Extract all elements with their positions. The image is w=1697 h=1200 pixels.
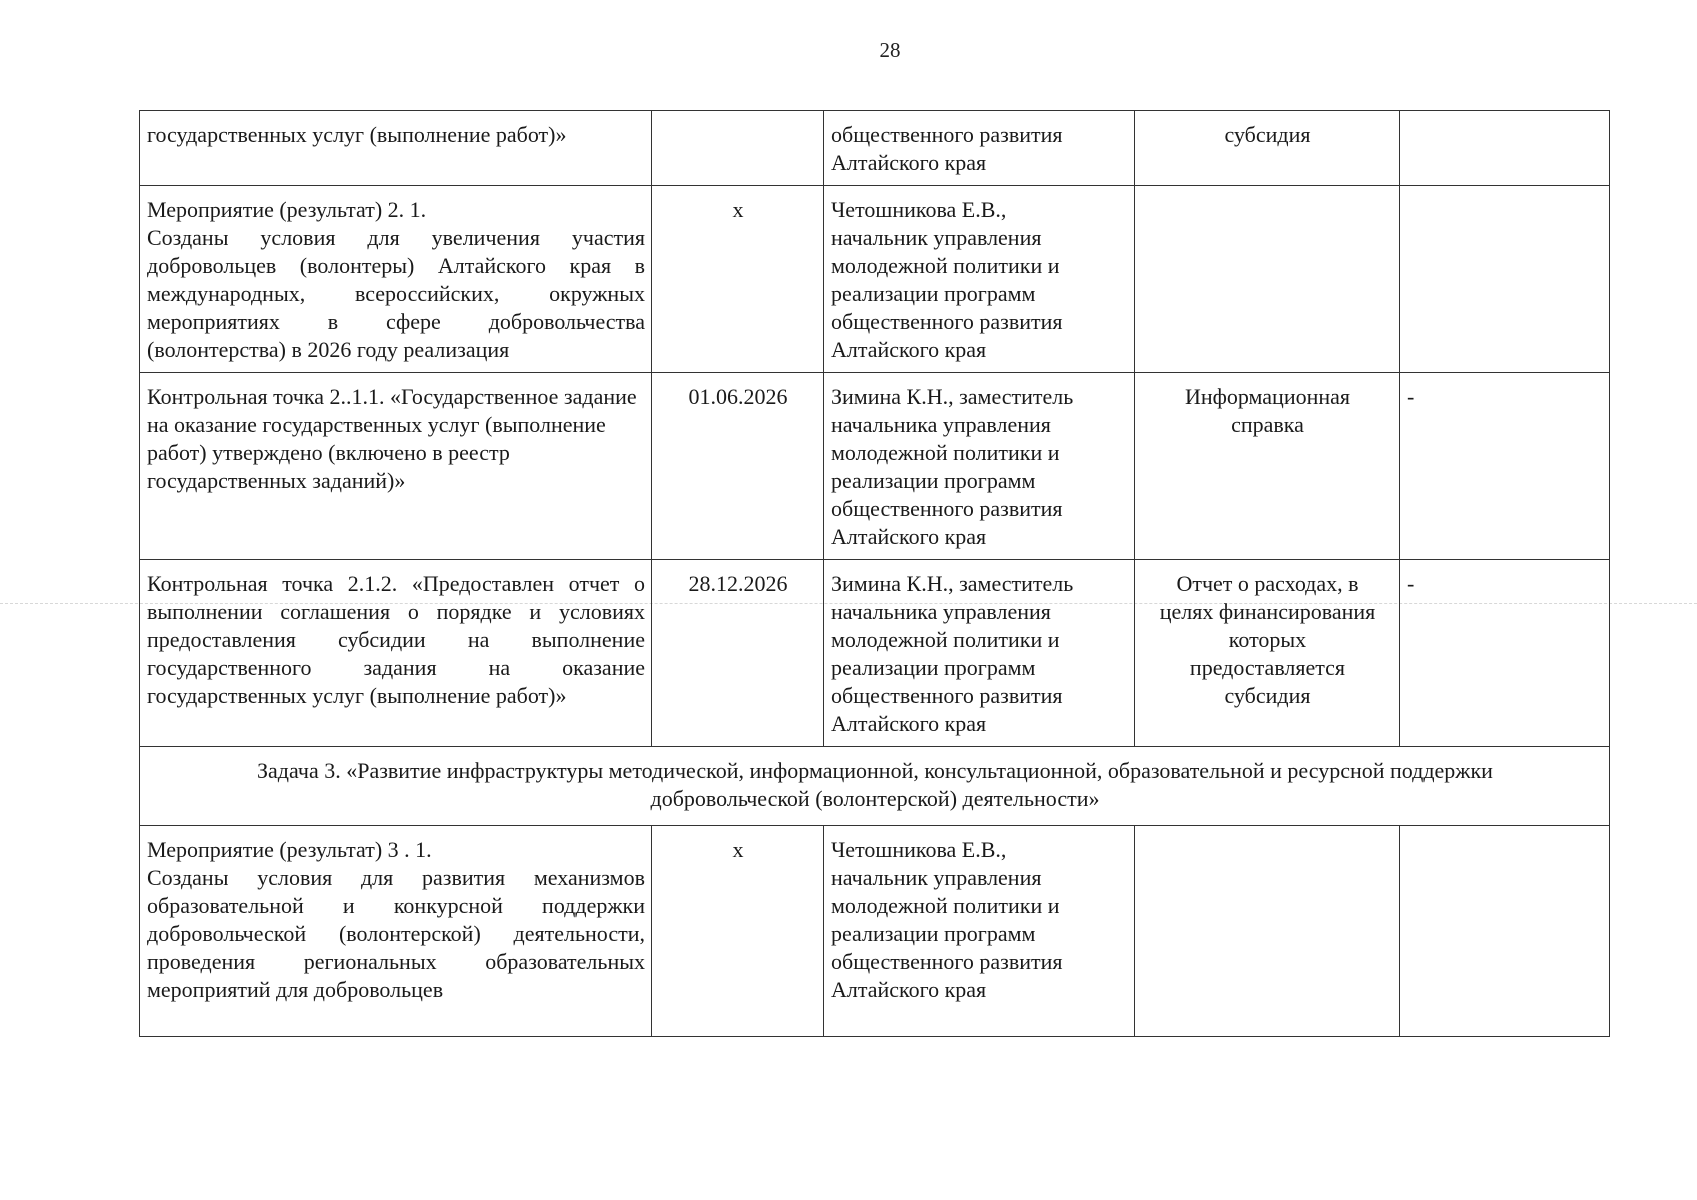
cell-line: Информационная xyxy=(1184,384,1351,409)
cell-line: Отчет о расходах, в xyxy=(1176,571,1359,596)
cell-text: 01.06.2026 xyxy=(688,384,788,409)
cell-line: Алтайского края xyxy=(831,977,987,1002)
cell-line: Алтайского края xyxy=(831,524,987,549)
task-heading xyxy=(140,747,1610,826)
cell-description xyxy=(140,560,652,747)
cell-line: молодежной политики и xyxy=(831,253,1060,278)
cell-date xyxy=(652,186,824,373)
cell-text: 28.12.2026 xyxy=(688,571,788,596)
measure-title: Мероприятие (результат) 3 . 1. xyxy=(147,837,432,862)
cell-line: общественного развития xyxy=(831,122,1063,147)
cell-description xyxy=(140,186,652,373)
cell-line: общественного развития xyxy=(831,949,1063,974)
cell-responsible xyxy=(824,373,1135,560)
measure-text: Созданы условия для увеличения участия добровольцев (волонтеры) Алтайского края в международных, всероссийских, окружных мероприятиях в сфере добровольчества (волонтерства) в 2026 году реализация xyxy=(147,225,645,362)
cell-line: субсидия xyxy=(1224,122,1311,147)
cell-line: предоставляется xyxy=(1189,655,1346,680)
table-row xyxy=(140,186,1610,373)
cell-line: субсидия xyxy=(1224,683,1311,708)
cell-line: начальника управления xyxy=(831,412,1051,437)
cell-line: которых xyxy=(1228,627,1307,652)
cell-note xyxy=(1400,186,1610,373)
cell-line: Зимина К.Н., заместитель xyxy=(831,571,1074,596)
cell-responsible xyxy=(824,111,1135,186)
cell-line: Алтайского края xyxy=(831,337,987,362)
cell-text: государственных услуг (выполнение работ)» xyxy=(147,122,567,147)
cell-line: Четошникова Е.В., xyxy=(831,837,1007,862)
cell-document xyxy=(1135,826,1400,1037)
measure-text: Созданы условия для развития механизмов образовательной и конкурсной поддержки добровольческой (волонтерской) деятельности, проведения региональных образовательных мероприятий для добровольцев xyxy=(147,865,645,1002)
cell-text: x xyxy=(732,837,744,862)
cell-line: начальник управления xyxy=(831,225,1042,250)
cell-line: Алтайского края xyxy=(831,711,987,736)
cell-line: целях финансирования xyxy=(1159,599,1376,624)
checkpoint-text: Контрольная точка 2..1.1. «Государственное задание на оказание государственных услуг (выполнение работ) утверждено (включено в реестр государственных заданий)» xyxy=(147,384,637,493)
cell-line: реализации программ xyxy=(831,655,1036,680)
cell-description xyxy=(140,826,652,1037)
cell-text: - xyxy=(1407,384,1415,409)
cell-responsible xyxy=(824,186,1135,373)
cell-note xyxy=(1400,373,1610,560)
cell-line: молодежной политики и xyxy=(831,440,1060,465)
cell-line: справка xyxy=(1231,412,1304,437)
cell-line: молодежной политики и xyxy=(831,893,1060,918)
cell-description xyxy=(140,373,652,560)
cell-document xyxy=(1135,111,1400,186)
cell-description xyxy=(140,111,652,186)
cell-line: общественного развития xyxy=(831,496,1063,521)
task-row xyxy=(140,747,1610,826)
cell-document xyxy=(1135,373,1400,560)
cell-line: реализации программ xyxy=(831,281,1036,306)
cell-note xyxy=(1400,111,1610,186)
table-row xyxy=(140,560,1610,747)
page-number: 28 xyxy=(879,38,901,62)
table-row xyxy=(140,826,1610,1037)
cell-date xyxy=(652,826,824,1037)
cell-line: молодежной политики и xyxy=(831,627,1060,652)
cell-date xyxy=(652,560,824,747)
table-row xyxy=(140,373,1610,560)
cell-line: реализации программ xyxy=(831,468,1036,493)
table-row xyxy=(140,111,1610,186)
cell-line: общественного развития xyxy=(831,683,1063,708)
cell-line: общественного развития xyxy=(831,309,1063,334)
measure-title: Мероприятие (результат) 2. 1. xyxy=(147,197,427,222)
cell-responsible xyxy=(824,560,1135,747)
cell-text: x xyxy=(732,197,744,222)
cell-text: - xyxy=(1407,571,1415,596)
cell-line: реализации программ xyxy=(831,921,1036,946)
plan-table xyxy=(139,110,1610,1037)
cell-date xyxy=(652,111,824,186)
checkpoint-text: Контрольная точка 2.1.2. «Предоставлен отчет о выполнении соглашения о порядке и условиях предоставления субсидии на выполнение государственного задания на оказание государственных услуг (выполнение работ)» xyxy=(147,571,645,708)
cell-note xyxy=(1400,826,1610,1037)
cell-document xyxy=(1135,560,1400,747)
cell-line: Четошникова Е.В., xyxy=(831,197,1007,222)
task-heading-line: Задача 3. «Развитие инфраструктуры методической, информационной, консультационной, образовательной и ресурсной поддержки xyxy=(257,758,1493,783)
cell-document xyxy=(1135,186,1400,373)
cell-note xyxy=(1400,560,1610,747)
cell-date xyxy=(652,373,824,560)
task-heading-line: добровольческой (волонтерской) деятельности» xyxy=(650,786,1100,811)
cell-line: начальника управления xyxy=(831,599,1051,624)
cell-line: Алтайского края xyxy=(831,150,987,175)
cell-line: Зимина К.Н., заместитель xyxy=(831,384,1074,409)
cell-responsible xyxy=(824,826,1135,1037)
cell-line: начальник управления xyxy=(831,865,1042,890)
